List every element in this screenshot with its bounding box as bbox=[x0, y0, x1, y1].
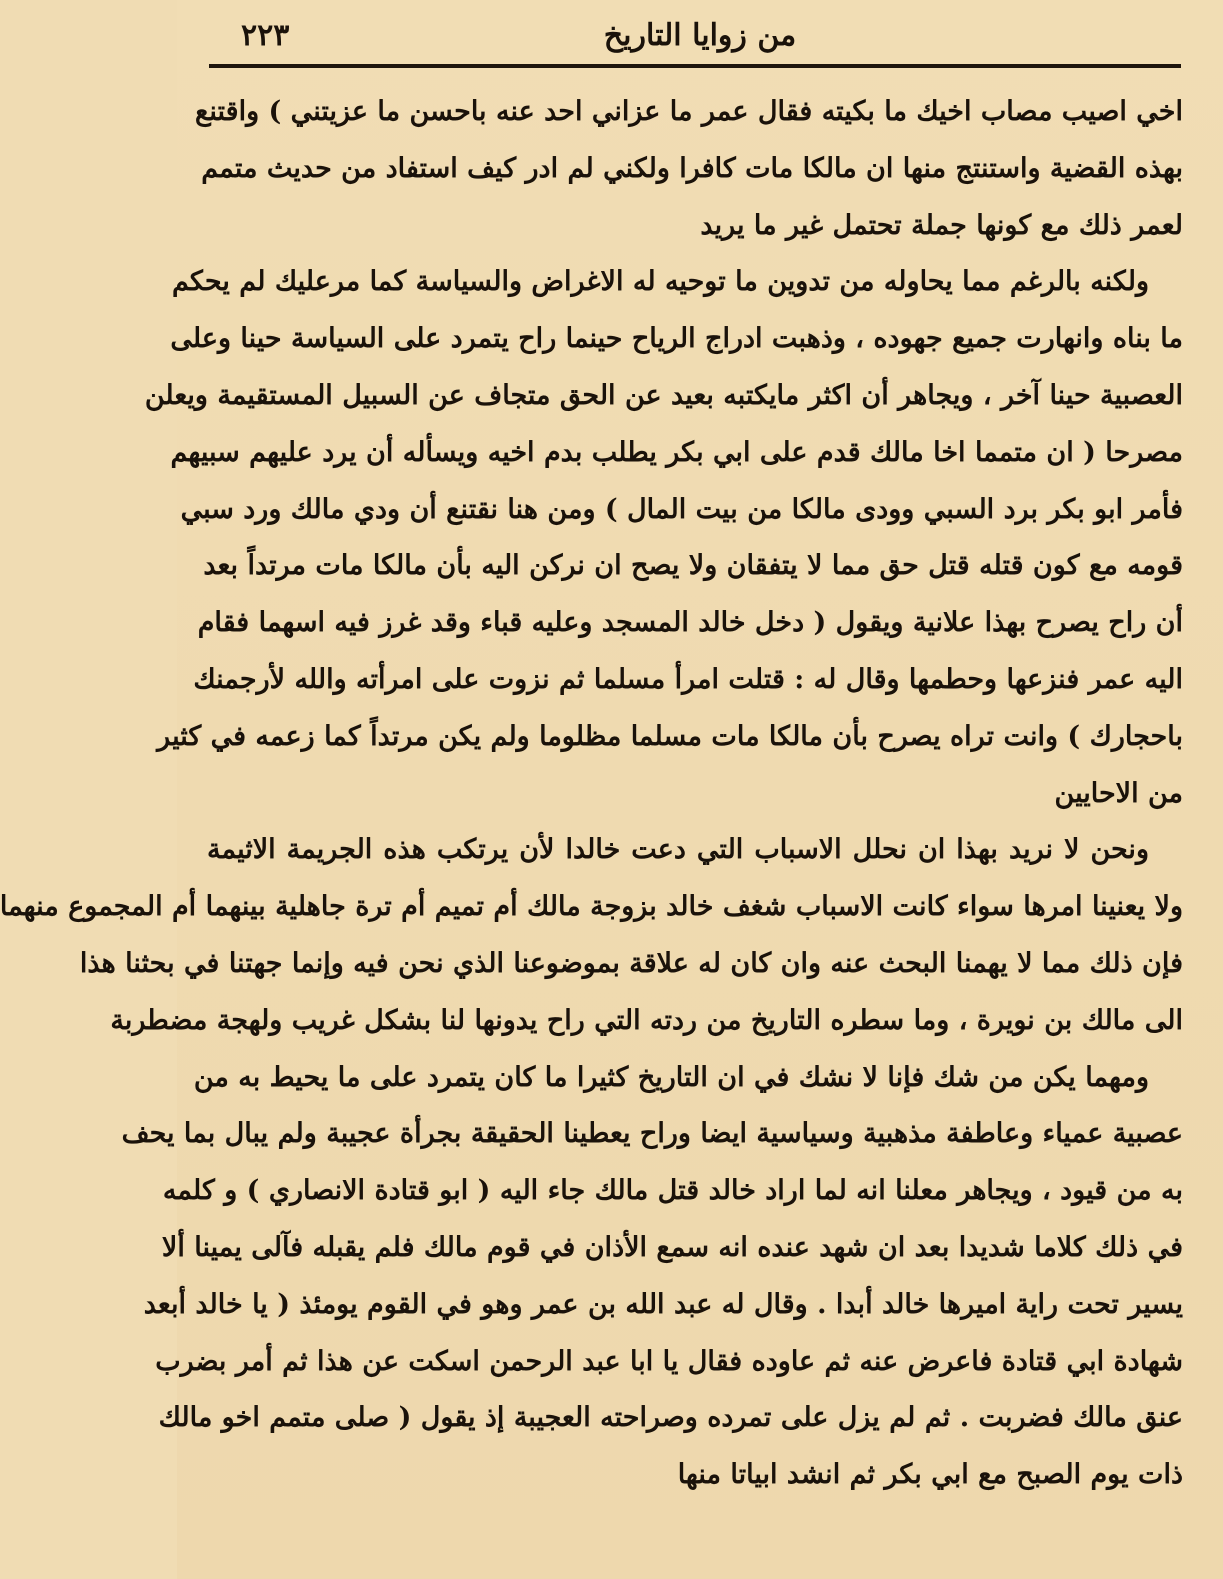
text-line: اليه عمر فنزعها وحطمها وقال له : قتلت امرأ مسلما ثم نزوت على امرأته والله لأرجمنك bbox=[193, 663, 1183, 695]
text-line: لعمر ذلك مع كونها جملة تحتمل غير ما يريد bbox=[700, 209, 1183, 241]
text-line: ذات يوم الصبح مع ابي بكر ثم انشد ابياتا منها bbox=[677, 1459, 1183, 1491]
text-line: فأمر ابو بكر برد السبي وودى مالكا من بيت المال ) ومن هنا نقتنع أن ودي مالك ورد سبي bbox=[180, 493, 1183, 525]
text-line: من الاحايين bbox=[1054, 777, 1183, 809]
text-line: عنق مالك فضربت . ثم لم يزل على تمرده وصراحته العجيبة إذ يقول ( صلى متمم اخو مالك bbox=[158, 1402, 1183, 1434]
text-line: باحجارك ) وانت تراه يصرح بأن مالكا مات مسلما مظلوما ولم يكن مرتداً كما زعمه في كثير bbox=[157, 720, 1183, 752]
text-line: بهذه القضية واستنتج منها ان مالكا مات كافرا ولكني لم ادر كيف استفاد من حديث متمم bbox=[201, 152, 1183, 184]
text-line: العصبية حينا آخر ، ويجاهر أن اكثر مايكتبه بعيد عن الحق متجاف عن السبيل المستقيمة ويعلن bbox=[144, 379, 1183, 411]
header-rule bbox=[209, 64, 1181, 68]
running-header bbox=[211, 12, 1189, 60]
text-line: ولا يعنينا امرها سواء كانت الاسباب شغف خالد بزوجة مالك أم تميم أم ترة جاهلية بينهما أم المجموع منهما bbox=[0, 891, 1183, 923]
text-line: ولكنه بالرغم مما يحاوله من تدوين ما توحيه له الاغراض والسياسة كما مرعليك لم يحكم bbox=[172, 266, 1149, 298]
text-line: قومه مع كون قتله قتل حق مما لا يتفقان ولا يصح ان نركن اليه بأن مالكا مات مرتداً بعد bbox=[203, 550, 1183, 582]
text-line: شهادة ابي قتادة فاعرض عنه ثم عاوده فقال يا ابا عبد الرحمن اسكت عن هذا ثم أمر بضرب bbox=[155, 1345, 1183, 1377]
text-line: ونحن لا نريد بهذا ان نحلل الاسباب التي دعت خالدا لأن يرتكب هذه الجريمة الاثيمة bbox=[207, 834, 1149, 866]
page-number: ٢٢٣ bbox=[241, 18, 290, 53]
text-line: اخي اصيب مصاب اخيك ما بكيته فقال عمر ما عزاني احد عنه باحسن ما عزيتني ) واقتنع bbox=[195, 96, 1183, 127]
text-line: فإن ذلك مما لا يهمنا البحث عنه وان كان له علاقة بموضوعنا الذي نحن فيه وإنما جهتنا في بحثنا هذا bbox=[79, 947, 1183, 979]
text-line: مصرحا ( ان متمما اخا مالك قدم على ابي بكر يطلب بدم اخيه ويسأله أن يرد عليهم سبيهم bbox=[170, 436, 1183, 468]
text-line: الى مالك بن نويرة ، وما سطره التاريخ من ردته التي راح يدونها لنا بشكل غريب ولهجة مضطربة bbox=[110, 1004, 1183, 1036]
text-line: في ذلك كلاما شديدا بعد ان شهد عنده انه سمع الأذان في قوم مالك فلم يقبله فآلى يمينا ألا bbox=[161, 1231, 1183, 1263]
header-title: من زوايا التاريخ bbox=[603, 18, 797, 53]
text-line: يسير تحت راية اميرها خالد أبدا . وقال له عبد الله بن عمر وهو في القوم يومئذ ( يا خالد أبعد bbox=[143, 1288, 1183, 1320]
text-line: أن راح يصرح بهذا علانية ويقول ( دخل خالد المسجد وعليه قباء وقد غرز فيه اسهما فقام bbox=[197, 607, 1183, 639]
text-line: ما بناه وانهارت جميع جهوده ، وذهبت ادراج الرياح حينما راح يتمرد على السياسة حينا وعلى bbox=[170, 323, 1183, 355]
body-text bbox=[0, 84, 1183, 1564]
text-line: عصبية عمياء وعاطفة مذهبية وسياسية ايضا وراح يعطينا الحقيقة بجرأة عجيبة ولم يبال بما يحف bbox=[121, 1118, 1183, 1150]
text-line: ومهما يكن من شك فإنا لا نشك في ان التاريخ كثيرا ما كان يتمرد على ما يحيط به من bbox=[193, 1061, 1149, 1093]
text-line: به من قيود ، ويجاهر معلنا انه لما اراد خالد قتل مالك جاء اليه ( ابو قتادة الانصاري ) و كلمه bbox=[162, 1175, 1183, 1207]
